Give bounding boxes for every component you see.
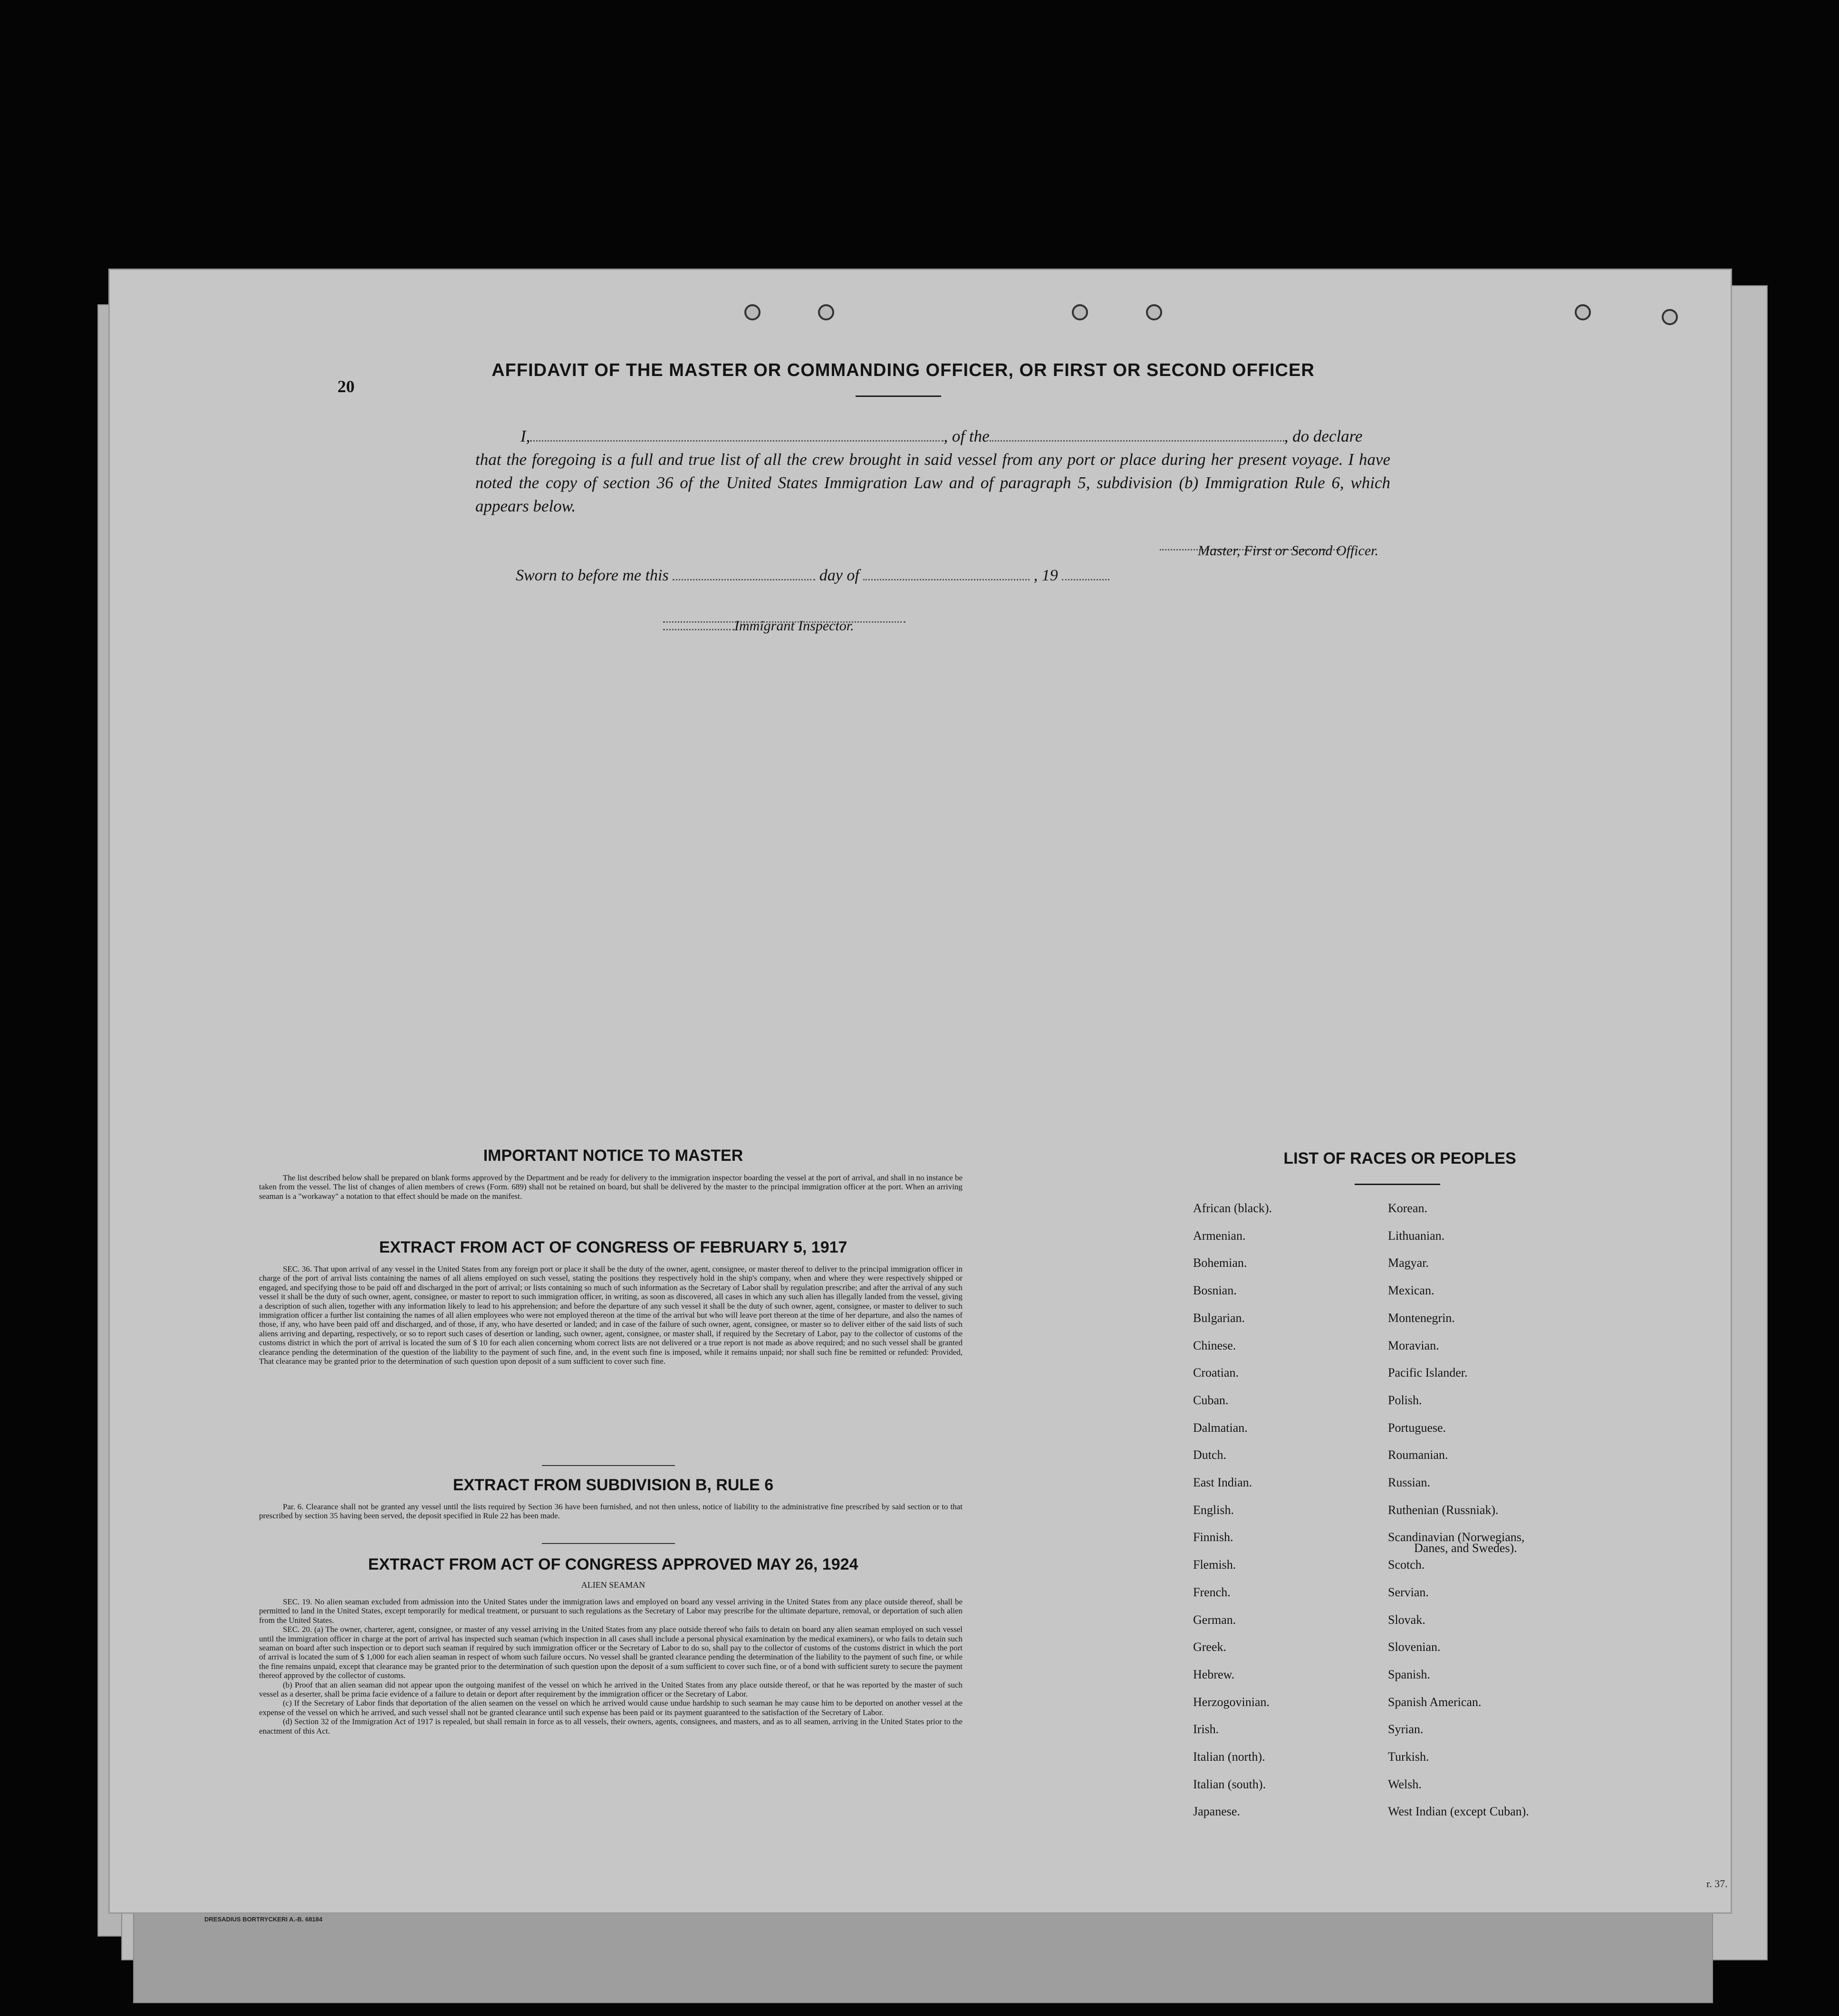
race-item: Japanese.	[1193, 1804, 1240, 1818]
race-item: French.	[1193, 1585, 1231, 1599]
race-item: Welsh.	[1388, 1777, 1422, 1791]
race-item: Italian (south).	[1193, 1777, 1266, 1791]
race-item: German.	[1193, 1613, 1236, 1627]
sworn-line	[516, 567, 1109, 585]
race-item: Dutch.	[1193, 1448, 1227, 1462]
act-1917-title: EXTRACT FROM ACT OF CONGRESS OF FEBRUARY 5, 1917	[379, 1238, 847, 1256]
notice-text: The list described below shall be prepared on blank forms approved by the Department and be ready for delivery to the immigration inspector boarding the vessel at the port of arrival, and shall in no instance be taken from the vessel. The list of changes of alien members of crews (Form. 689) shall not be retained on board, but shall be delivered by the master to the principal immigration officer at the port. When an arriving seaman is a "workaway" a notation to that effect should be made on the manifest.	[259, 1173, 963, 1201]
act-1924-title: EXTRACT FROM ACT OF CONGRESS APPROVED MAY 26, 1924	[368, 1555, 858, 1573]
section-20b: (b) Proof that an alien seaman did not appear upon the outgoing manifest of the vessel on which he arrived in the United States from any place outside thereof, or that he was reported by the master of such vessel as a deserter, shall be prima facie evidence of a failure to detain or deport after requirement by the immigration officer or the Secretary of Labor.	[259, 1680, 963, 1699]
race-item: Lithuanian.	[1388, 1229, 1445, 1243]
punch-hole	[1072, 304, 1088, 320]
section-19: SEC. 19. No alien seaman excluded from admission into the United States under the immigration laws and employed on board any vessel arriving in the United States from any place outside thereof, shall be permitted to land in the United States, except temporarily for medical treatment, or pursuant to such regulations as the Secretary of Labor may prescribe for the ultimate departure, removal, or deportation of such alien from the United States.	[259, 1597, 963, 1625]
section-rule	[542, 1465, 675, 1466]
section-20d: (d) Section 32 of the Immigration Act of 1917 is repealed, but shall remain in force as to all vessels, their owners, agents, consignees, and masters, and as to all seamen, arriving in the United States prior to the enactment of this Act.	[259, 1717, 963, 1736]
margin-mark: 20	[337, 377, 355, 396]
race-item: East Indian.	[1193, 1476, 1252, 1489]
race-item: Slovenian.	[1388, 1640, 1441, 1654]
affidavit-title: AFFIDAVIT OF THE MASTER OR COMMANDING OFFICER, OR FIRST OR SECOND OFFICER	[491, 360, 1315, 380]
inspector-signature	[663, 618, 854, 634]
race-item: Spanish.	[1388, 1668, 1430, 1681]
race-item: Armenian.	[1193, 1229, 1246, 1243]
declaration-do-declare: , do declare	[1284, 427, 1363, 445]
punch-hole	[1662, 309, 1678, 325]
race-item: Bosnian.	[1193, 1283, 1237, 1297]
races-rule	[1355, 1184, 1440, 1185]
printer-stamp: DRESADIUS BORTRYCKERI A.-B. 68184	[204, 1916, 323, 1923]
race-item: West Indian (except Cuban).	[1388, 1804, 1529, 1818]
title-rule	[856, 395, 941, 397]
race-item: Flemish.	[1193, 1558, 1236, 1572]
year-text: , 19	[1033, 567, 1058, 584]
race-item: Chinese.	[1193, 1339, 1236, 1352]
race-item: English.	[1193, 1503, 1234, 1517]
affidavit-body	[475, 424, 1390, 518]
race-item: Russian.	[1388, 1476, 1430, 1489]
race-item: Mexican.	[1388, 1283, 1435, 1297]
sworn-text: Sworn to before me this	[516, 567, 669, 584]
race-item: Montenegrin.	[1388, 1311, 1455, 1325]
punch-hole	[744, 304, 761, 320]
race-item: Magyar.	[1388, 1256, 1429, 1270]
race-item: Pacific Islander.	[1388, 1366, 1468, 1379]
act-1917-text: SEC. 36. That upon arrival of any vessel in the United States from any foreign port or place it shall be the duty of the owner, agent, consignee, or master thereof to deliver to the principal immigration officer in charge of the port of arrival lists containing the names of all aliens employed on such vessel, stating the positions they respectively hold in the ship's company, when and where they were respectively shipped or engaged, and specifying those to be paid off and discharged in the port of arrival; or lists containing so much of such information as the Secretary of Labor shall by regulation prescribe; and after the arrival of any such vessel it shall be the duty of such owner, agent, consignee, or master to report to such immigration officer, in writing, as soon as discovered, all cases in which any such alien has illegally landed from the vessel, giving a description of such alien, together with any information likely to lead to his apprehension; and before the departure of any such vessel it shall be the duty of such owner, agent, consignee, or master to deliver to such immigration officer a further list containing the names of all alien employees who were not employed thereon at the time of the arrival but who will leave port thereon at the time of her departure, and also the names of those, if any, who have been paid off and discharged, and of those, if any, who have deserted or landed; and in case of the failure of such owner, agent, consignee, or master so to deliver either of the said lists of such aliens arriving and departing, respectively, or so to report such cases of desertion or landing, such owner, agent, consignee, or master shall, if required by the Secretary of Labor, pay to the collector of customs of the customs district in which the port of arrival is located the sum of $ 10 for each alien concerning whom correct lists are not delivered or a true report is not made as above required; and no such vessel shall be granted clearance pending the determination of the question of the liability to the payment of such fine, and, in the event such fine is imposed, while it remains unpaid; nor shall such fine be remitted or refunded: Provided, That clearance may be granted prior to the determination of such question upon deposit of a sum sufficient to cover such fine.	[259, 1264, 963, 1366]
race-item: Turkish.	[1388, 1750, 1429, 1764]
act-1924-text	[259, 1597, 963, 1736]
vessel-blank[interactable]	[990, 436, 1284, 442]
section-rule	[542, 1543, 675, 1544]
inspector-label: Immigrant Inspector.	[734, 618, 854, 634]
day-blank[interactable]	[673, 575, 815, 580]
day-of-text: day of	[819, 567, 859, 584]
races-title: LIST OF RACES OR PEOPLES	[1283, 1149, 1516, 1167]
race-item: Roumanian.	[1388, 1448, 1448, 1462]
race-item: Slovak.	[1388, 1613, 1425, 1627]
race-item: Servian.	[1388, 1585, 1429, 1599]
race-item: Syrian.	[1388, 1722, 1424, 1736]
declaration-text: that the foregoing is a full and true list of all the crew brought in said vessel from any port or place during her present voyage. I have noted the copy of section 36 of the United States Immigration Law and of paragraph 5, subdivision (b) Immigration Rule 6, which appears below.	[475, 450, 1390, 515]
declaration-of-the: , of the	[944, 427, 990, 445]
race-item: Greek.	[1193, 1640, 1227, 1654]
race-item: Portuguese.	[1388, 1421, 1446, 1435]
form-number: r. 37.	[1706, 1878, 1728, 1890]
notice-title: IMPORTANT NOTICE TO MASTER	[483, 1147, 743, 1165]
punch-hole	[1575, 304, 1591, 320]
race-item: Irish.	[1193, 1722, 1219, 1736]
race-item: Spanish American.	[1388, 1695, 1482, 1709]
race-continuation: Danes, and Swedes).	[1414, 1541, 1517, 1555]
race-item: Scandinavian (Norwegians,	[1388, 1530, 1525, 1544]
rule-6-text: Par. 6. Clearance shall not be granted any vessel until the lists required by Section 36 have been furnished, and not then unless, notice of liability to the administrative fine prescribed by said section or to that prescribed by section 35 having been served, the deposit specified in Rule 22 has been made.	[259, 1502, 963, 1521]
race-item: African (black).	[1193, 1201, 1272, 1215]
race-item: Hebrew.	[1193, 1668, 1235, 1681]
section-20a: SEC. 20. (a) The owner, charterer, agent, consignee, or master of any vessel arriving in the United States from any place outside thereof who fails to detain on board any alien seaman employed on such vessel until the immigration officer in charge at the port of arrival has inspected such seaman (which inspection in all cases shall include a personal physical examination by the medical examiners), or who fails to detain such seaman on board after such inspection or to deport such seaman if required by such immigration officer or the Secretary of Labor to do so, shall pay to the collector of customs of the customs district in which the port of arrival is located the sum of $ 1,000 for each alien seaman in respect of whom such failure occurs. No vessel shall be granted clearance pending the determination of the liability to the payment of such fine, or while the fine remains unpaid, except that clearance may be granted prior to the determination of such question upon the deposit of a sum sufficient to cover such fine, or of a bond with sufficient surety to secure the payment thereof approved by the collector of customs.	[259, 1625, 963, 1680]
race-item: Cuban.	[1193, 1393, 1229, 1407]
punch-hole	[1146, 304, 1162, 320]
race-item: Croatian.	[1193, 1366, 1239, 1379]
race-item: Moravian.	[1388, 1339, 1439, 1352]
race-item: Bohemian.	[1193, 1256, 1247, 1270]
year-blank[interactable]	[1062, 575, 1109, 580]
race-item: Scotch.	[1388, 1558, 1425, 1572]
section-20c: (c) If the Secretary of Labor finds that deportation of the alien seamen on the vessel on which he arrived would cause undue hardship to such seaman he may cause him to be deported on another vessel at the expense of the vessel on which he arrived, and such vessel shall not be granted clearance until such expense has been paid or its payment guaranteed to the satisfaction of the Secretary of Labor.	[259, 1698, 963, 1717]
declaration-line	[475, 424, 1390, 448]
race-item: Finnish.	[1193, 1530, 1233, 1544]
name-blank[interactable]	[530, 436, 944, 442]
race-item: Polish.	[1388, 1393, 1422, 1407]
act-1924-subtitle: ALIEN SEAMAN	[581, 1580, 645, 1590]
declaration-i: I,	[520, 427, 530, 445]
race-item: Bulgarian.	[1193, 1311, 1245, 1325]
month-blank[interactable]	[863, 575, 1030, 580]
race-item: Dalmatian.	[1193, 1421, 1248, 1435]
rule-6-title: EXTRACT FROM SUBDIVISION B, RULE 6	[453, 1476, 774, 1494]
race-item: Herzogovinian.	[1193, 1695, 1270, 1709]
race-item: Italian (north).	[1193, 1750, 1265, 1764]
race-item: Korean.	[1388, 1201, 1428, 1215]
inspector-blank[interactable]	[663, 625, 734, 630]
punch-hole	[818, 304, 834, 320]
master-signature-label: Master, First or Second Officer.	[1198, 543, 1378, 559]
race-item: Ruthenian (Russniak).	[1388, 1503, 1499, 1517]
